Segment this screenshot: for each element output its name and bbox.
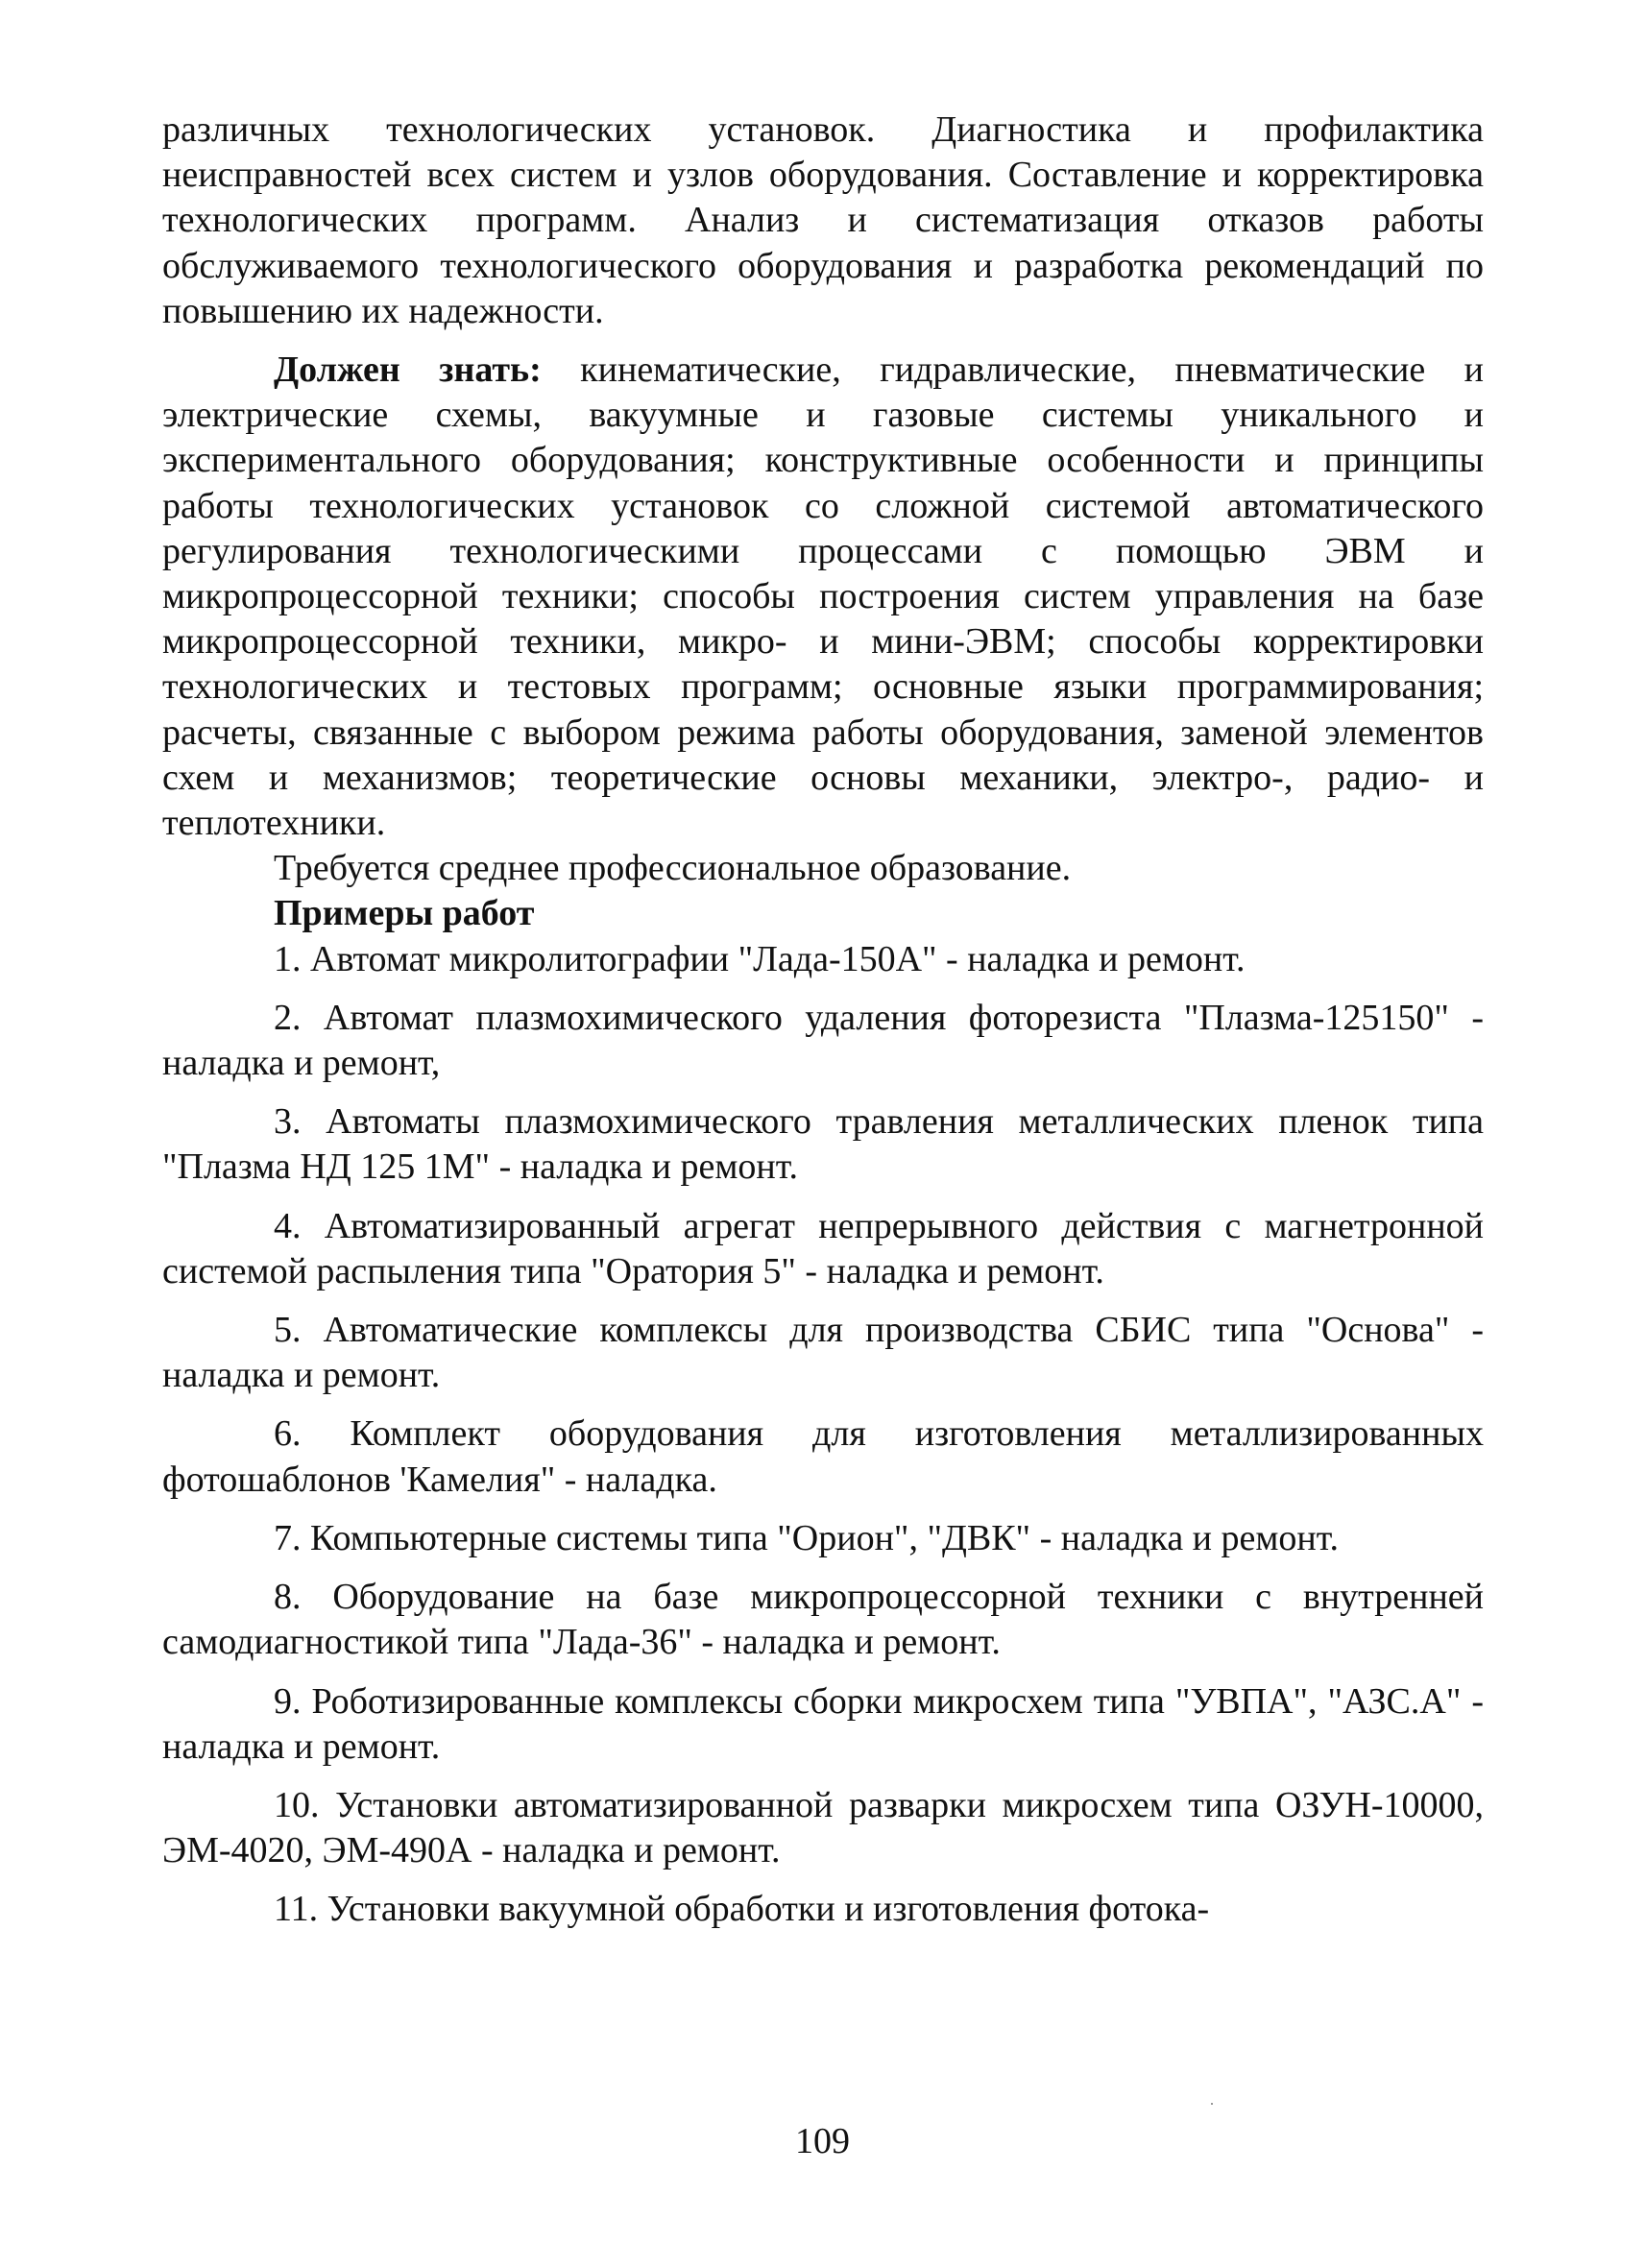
example-item: 8. Оборудование на базе микропроцессорной техники с внутренней самодиагностикой типа "Лада-36" - наладка и ремонт.: [162, 1577, 1484, 1663]
page-body: [162, 108, 1484, 1933]
knowledge-label: Должен знать:: [274, 350, 542, 391]
example-item: 4. Автоматизированный агрегат непрерывного действия с магнетронной системой распыления типа "Оратория 5" - наладка и ремонт.: [162, 1205, 1484, 1291]
example-item: 2. Автомат плазмохимического удаления фоторезиста "Плазма-125150" - наладка и ремонт,: [162, 997, 1484, 1084]
knowledge-text: кинематические, гидравлические, пневматические и электрические схемы, вакуумные и газовые системы уникального и экспериментального оборудования; конструктивные особенности и принципы работы технологических установок со сложной системой автоматического регулирования технологическими процессами с помощью ЭВМ и микропроцессорной техники; способы построения систем управления на базе микропроцессорной техники, микро- и мини-ЭВМ; способы корректировки технологических и тестовых программ; основные языки программирования; расчеты, связанные с выбором режима работы оборудования, заменой элементов схем и механизмов; теоретические основы механики, электро-, радио- и теплотехники.: [162, 350, 1484, 844]
page-number: 109: [795, 2121, 850, 2161]
intro-paragraph: различных технологических установок. Диагностика и профилактика неисправностей всех систем и узлов оборудования. Составление и корректировка технологических программ. Анализ и систематизация отказов работы обслуживаемого технологического оборудования и разработка рекомендаций по повышению их надежности.: [162, 109, 1484, 331]
example-item: 7. Компьютерные системы типа "Орион", "ДВК" - наладка и ремонт.: [274, 1517, 1340, 1558]
example-item: 10. Установки автоматизированной разварки микросхем типа ОЗУН-10000, ЭМ-4020, ЭМ-490А - наладка и ремонт.: [162, 1784, 1484, 1871]
scan-speck: [1211, 2103, 1213, 2105]
example-item: 3. Автоматы плазмохимического травления металлических пленок типа "Плазма НД 125 1М" - наладка и ремонт.: [162, 1101, 1484, 1188]
examples-list: [162, 937, 1484, 1933]
example-item: 9. Роботизированные комплексы сборки микросхем типа "УВПА", "АЗС.А" - наладка и ремонт.: [162, 1680, 1484, 1767]
example-item: 1. Автомат микролитографии "Лада-150А" - наладка и ремонт.: [274, 938, 1246, 979]
education-requirement: Требуется среднее профессиональное образование.: [274, 848, 1072, 889]
example-item: 6. Комплект оборудования для изготовления металлизированных фотошаблонов 'Камелия" - наладка.: [162, 1413, 1484, 1500]
example-item: 5. Автоматические комплексы для производства СБИС типа "Основа" - наладка и ремонт.: [162, 1310, 1484, 1396]
example-item: 11. Установки вакуумной обработки и изготовления фотока-: [274, 1889, 1210, 1930]
examples-heading: Примеры работ: [274, 893, 535, 934]
knowledge-paragraph: [162, 348, 1484, 846]
